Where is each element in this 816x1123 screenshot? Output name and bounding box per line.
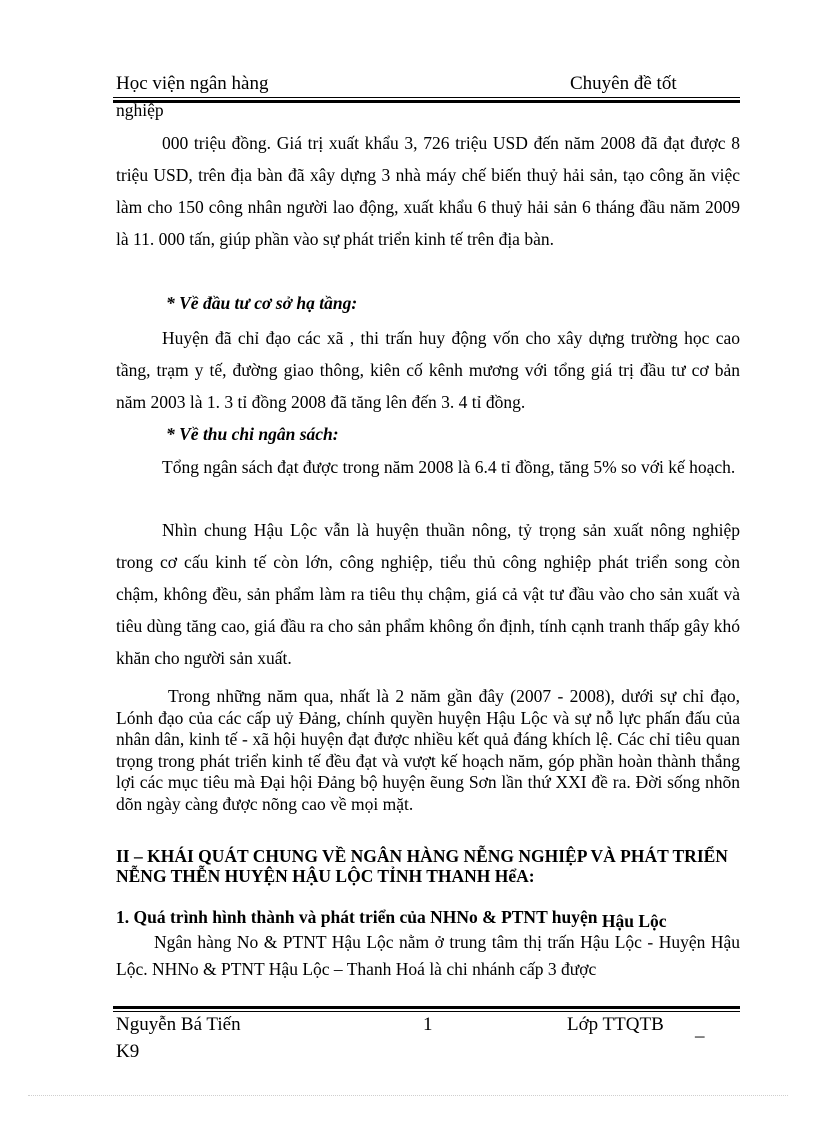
paragraph-infrastructure: Huyện đã chỉ đạo các xã , thi trấn huy động vốn cho xây dựng trường học cao tầng, trạm y tế, đường giao thông, kiên cố kênh mương với tổng giá trị đầu tư cơ bản năm 2003 là 1. 3 tỉ đồng 2008 đã tăng lên đến 3. 4 tỉ đồng. bbox=[116, 328, 740, 412]
paragraph-export: 000 triệu đồng. Giá trị xuất khẩu 3, 726 triệu USD đến năm 2008 đã đạt được 8 triệu USD, trên địa bàn đã xây dựng 3 nhà máy chế biến thuỷ hải sản, tạo công ăn việc làm cho 150 công nhân người lao động, xuất khẩu 6 thuỷ hải sản 6 tháng đầu năm 2009 là 11. 000 tấn, giúp phần vào sự phát triển kinh tế trên địa bàn. bbox=[116, 133, 740, 249]
header-institution: Học viện ngân hàng bbox=[116, 73, 269, 94]
footer-class: Lớp TTQTB bbox=[567, 1014, 664, 1035]
header-rule-thick bbox=[113, 100, 740, 103]
subsection-heading-text: 1. Quá trình hình thành và phát triển của NHNo & PTNT huyện bbox=[116, 907, 598, 927]
header-title-wrap: nghiệp bbox=[116, 100, 164, 120]
footer-rule-thin bbox=[113, 1011, 740, 1012]
heading-budget: * Về thu chi ngân sách: bbox=[166, 424, 339, 444]
subsection-heading-tail: Hậu Lộc bbox=[601, 911, 667, 931]
footer-rule-thick bbox=[113, 1006, 740, 1009]
bottom-dotted-line bbox=[28, 1095, 788, 1096]
page-number: 1 bbox=[423, 1014, 433, 1035]
subsection-heading bbox=[116, 905, 667, 929]
section-heading: II – KHÁI QUÁT CHUNG VỀ NGÂN HÀNG NỄNG NGHIỆP VÀ PHÁT TRIỂN NỄNG THỄN HUYỆN HẬU LỘC TỈNH THANH HểA: bbox=[116, 846, 728, 886]
paragraph-overall: Nhìn chung Hậu Lộc vẫn là huyện thuần nông, tỷ trọng sản xuất nông nghiệp trong cơ cấu kinh tế còn lớn, công nghiệp, tiểu thủ công nghiệp phát triển song còn chậm, không đều, sản phẩm làm ra tiêu thụ chậm, giá cả vật tư đầu vào cho sản xuất và tiêu dùng tăng cao, giá đầu ra cho sản phẩm không ổn định, tính cạnh tranh thấp gây khó khăn cho người sản xuất. bbox=[116, 520, 740, 668]
header-rule-thin bbox=[113, 97, 740, 98]
paragraph-bank: Ngân hàng No & PTNT Hậu Lộc nằm ở trung tâm thị trấn Hậu Lộc - Huyện Hậu Lộc. NHNo & PTNT Hậu Lộc – Thanh Hoá là chi nhánh cấp 3 được bbox=[116, 932, 740, 979]
footer-author: Nguyễn Bá Tiến bbox=[116, 1014, 241, 1035]
heading-infrastructure: * Về đầu tư cơ sở hạ tầng: bbox=[166, 293, 358, 313]
footer-author-wrap: K9 bbox=[116, 1041, 140, 1062]
paragraph-budget: Tổng ngân sách đạt được trong năm 2008 là 6.4 tỉ đồng, tăng 5% so với kế hoạch. bbox=[162, 457, 736, 477]
footer-class-suffix: _ bbox=[695, 1019, 705, 1040]
header-title: Chuyên đề tốt bbox=[570, 73, 677, 94]
paragraph-recent: Trong những năm qua, nhất là 2 năm gần đây (2007 - 2008), dưới sự chỉ đạo, Lónh đạo của các cấp uỷ Đảng, chính quyền huyện Hậu Lộc và sự nỗ lực phấn đấu của nhân dân, kinh tế - xã hội huyện đạt được nhiều kết quả đáng khích lệ. Các chỉ tiêu quan trọng trong phát triển kinh tế đều đạt và vượt kế hoạch năm, góp phần hoàn thành thắng lợi các mục tiêu mà Đại hội Đảng bộ huyện ẽung Sơn lần thứ XXI đề ra. Đời sống nhõn dõn ngày càng được nõng cao về mọi mặt. bbox=[116, 686, 740, 814]
